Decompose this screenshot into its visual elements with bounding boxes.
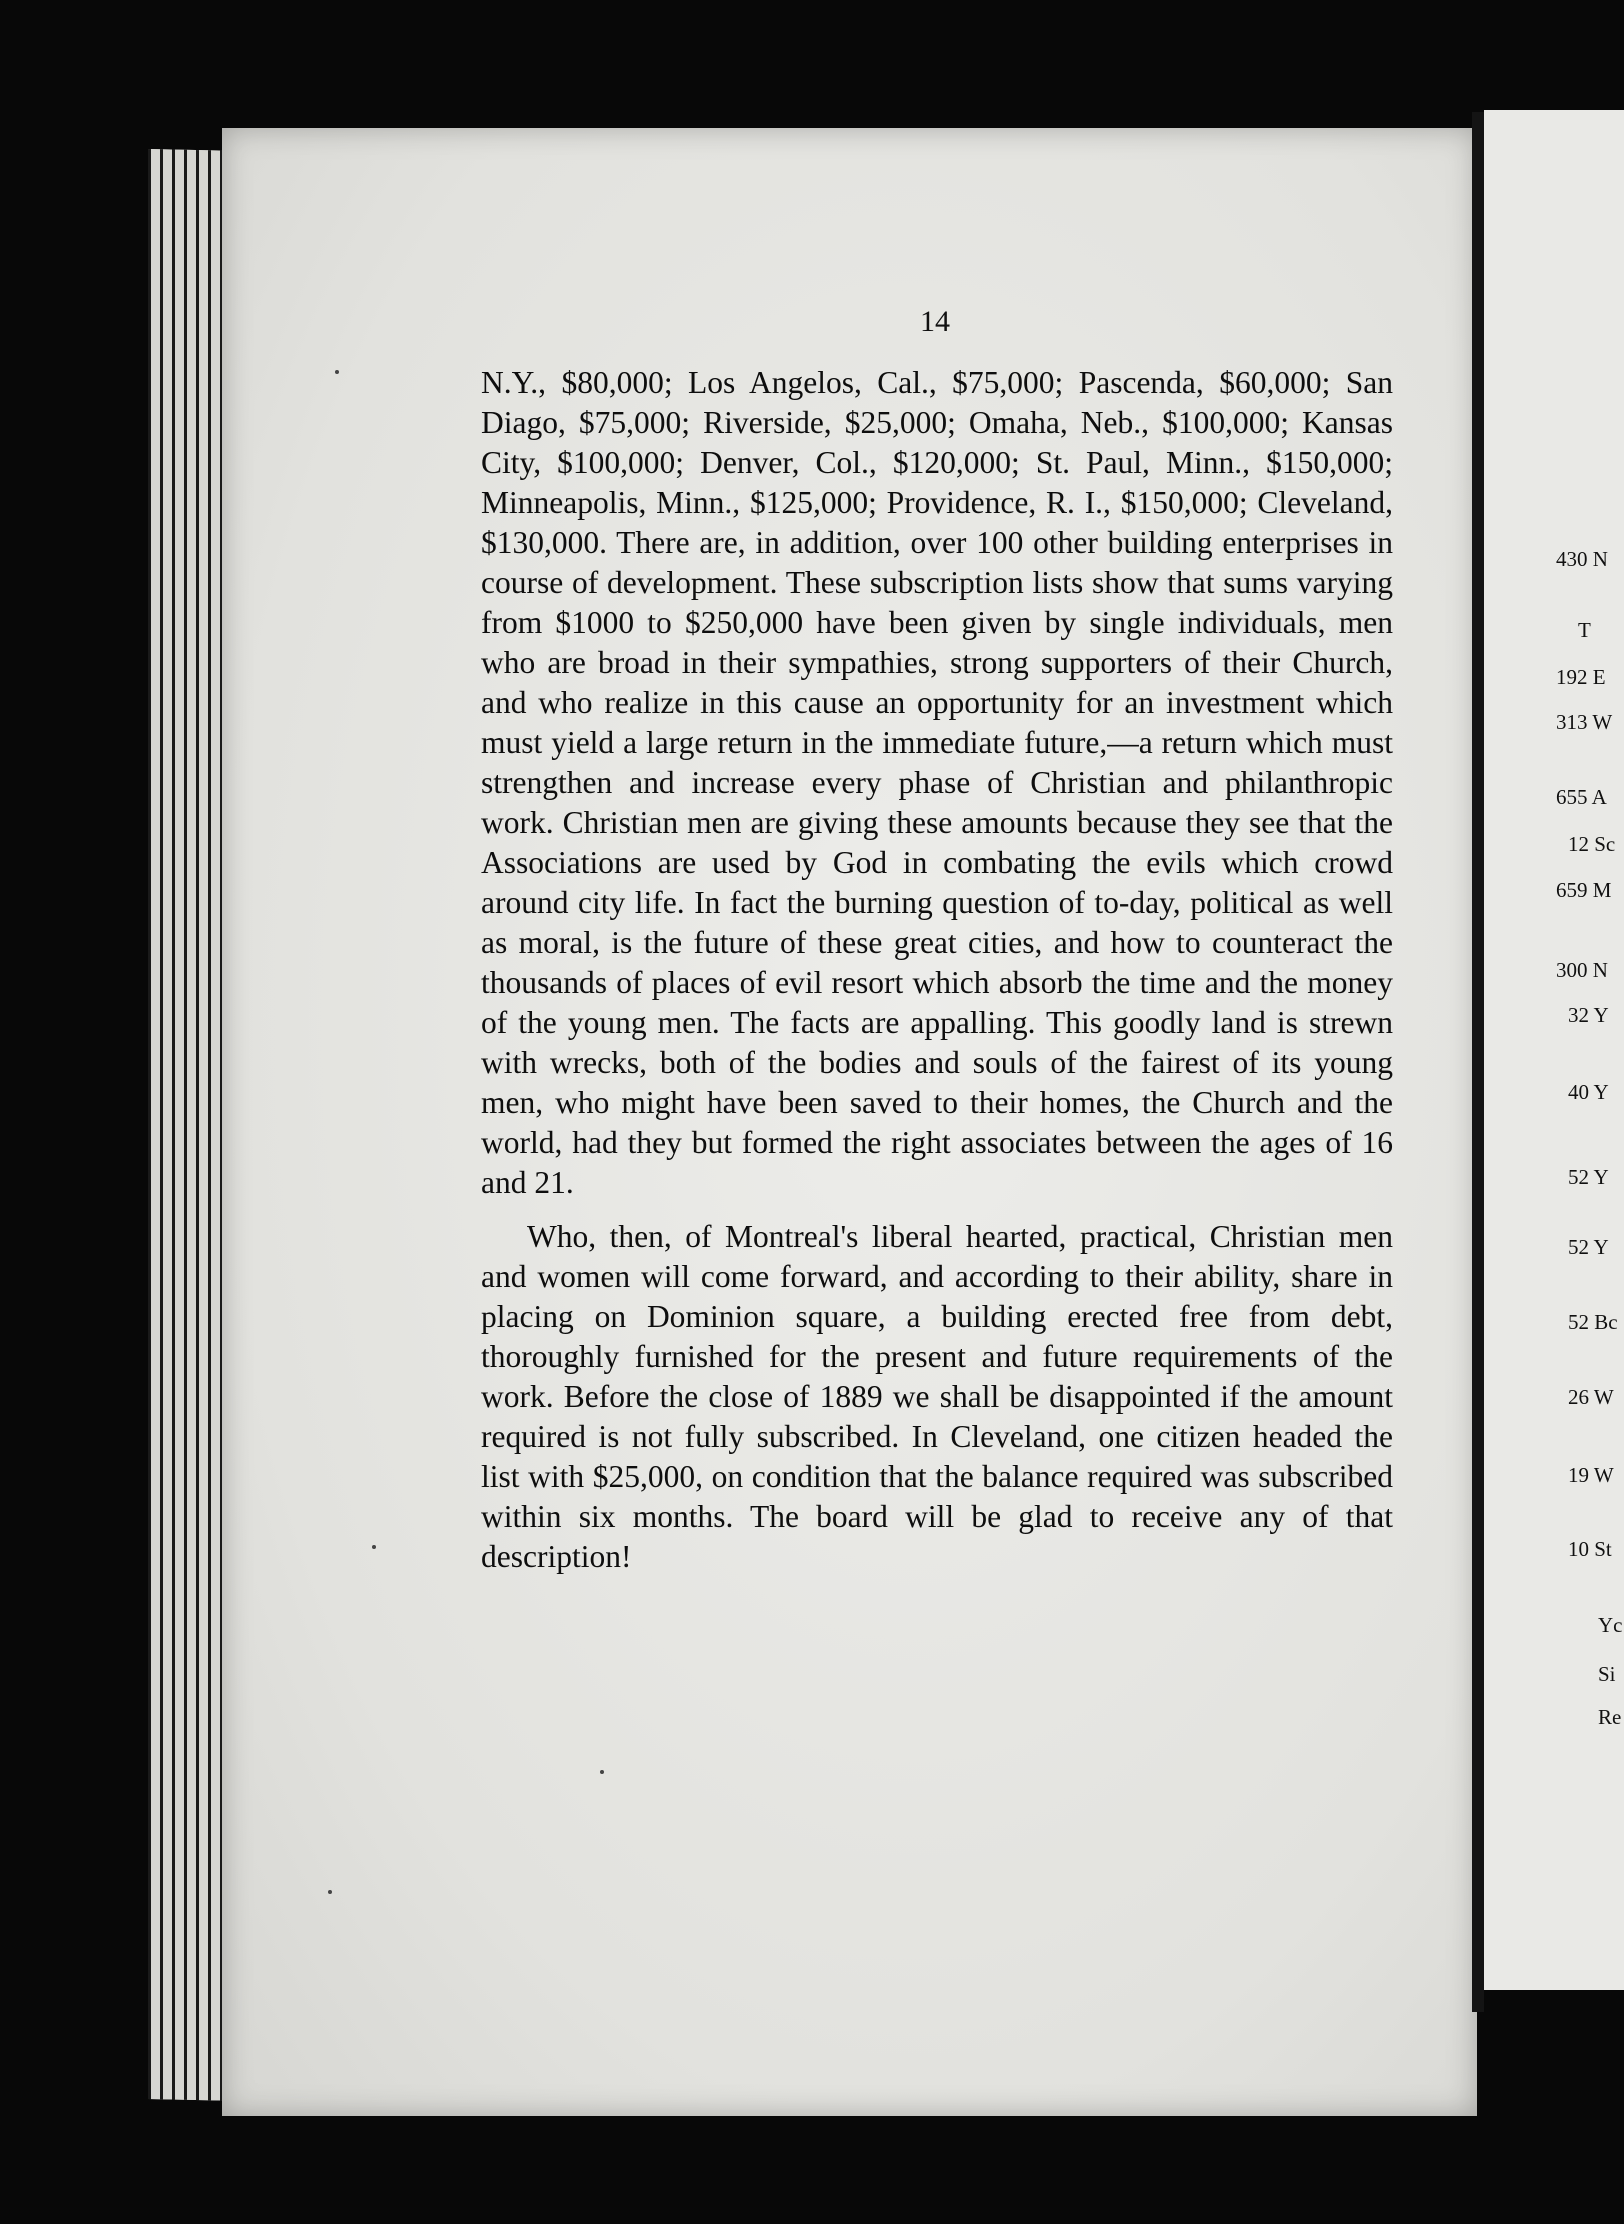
right-fragment: 192 E	[1556, 665, 1606, 689]
paragraph-1: N.Y., $80,000; Los Angelos, Cal., $75,000; Pascenda, $60,000; San Diago, $75,000; Riverside, $25,000; Omaha, Neb., $100,000; Kansas City, $100,000; Denver, Col., $120,000; St. Paul, Minn., $150,000; Minneapolis, Minn., $125,000; Providence, R. I., $150,000; Cleveland, $130,000. There are, in addition, over 100 other building enterprises in course of development. These subscription lists show that sums varying from $1000 to $250,000 have been given by single individuals, men who are broad in their sympathies, strong supporters of their Church, and who realize in this cause an opportunity for an investment which must yield a large return in the immediate future,—a return which must strengthen and increase every phase of Christian and philanthropic work. Christian men are giving these amounts because they see that the Associations are used by God in combating the evils which crowd around city life. In fact the burning question of to-day, political as well as moral, is the future of these great cities, and how to counteract the thousands of places of evil resort which absorb the time and the money of the young men. The facts are appalling. This goodly land is strewn with wrecks, both of the bodies and souls of the fairest of its young men, who might have been saved to their homes, the Church and the world, had they but formed the right associates between the ages of 16 and 21.	[481, 365, 1393, 1200]
right-fragment: 19 W	[1568, 1463, 1614, 1487]
right-fragment: 300 N	[1556, 958, 1608, 982]
right-fragment: 430 N	[1556, 547, 1608, 571]
scan-speck	[335, 370, 339, 374]
scan-speck	[600, 1770, 604, 1774]
scan-speck	[328, 1890, 332, 1894]
paragraph-2: Who, then, of Montreal's liberal hearted, practical, Christian men and women will come forward, and according to their ability, share in placing on Dominion square, a building erected free from debt, thoroughly furnished for the present and future requirements of the work. Before the close of 1889 we shall be disappointed if the amount required is not fully subscribed. In Cleveland, one citizen headed the list with $25,000, on condition that the balance required was subscribed within six months. The board will be glad to receive any of that description!	[481, 1219, 1393, 1574]
page-number: 14	[920, 305, 950, 338]
right-fragment: Yc	[1598, 1613, 1623, 1637]
right-fragment: 52 Y	[1568, 1235, 1609, 1259]
right-fragment: 313 W	[1556, 710, 1613, 734]
right-fragment: T	[1578, 618, 1591, 642]
right-fragment: 10 St	[1568, 1537, 1612, 1561]
right-fragment: Si	[1598, 1662, 1616, 1686]
body-text	[481, 363, 1393, 1577]
right-fragment: 40 Y	[1568, 1080, 1609, 1104]
right-fragment: 32 Y	[1568, 1003, 1609, 1027]
scan-speck	[372, 1545, 376, 1549]
right-fragment: 659 M	[1556, 878, 1612, 902]
book-gutter	[1472, 112, 1484, 2012]
right-fragment: 52 Bc	[1568, 1310, 1618, 1334]
right-fragment: 655 A	[1556, 785, 1607, 809]
right-fragment: 12 Sc	[1568, 832, 1616, 856]
right-fragment: Re	[1598, 1705, 1622, 1729]
right-fragment: 26 W	[1568, 1385, 1614, 1409]
right-fragment: 52 Y	[1568, 1165, 1609, 1189]
